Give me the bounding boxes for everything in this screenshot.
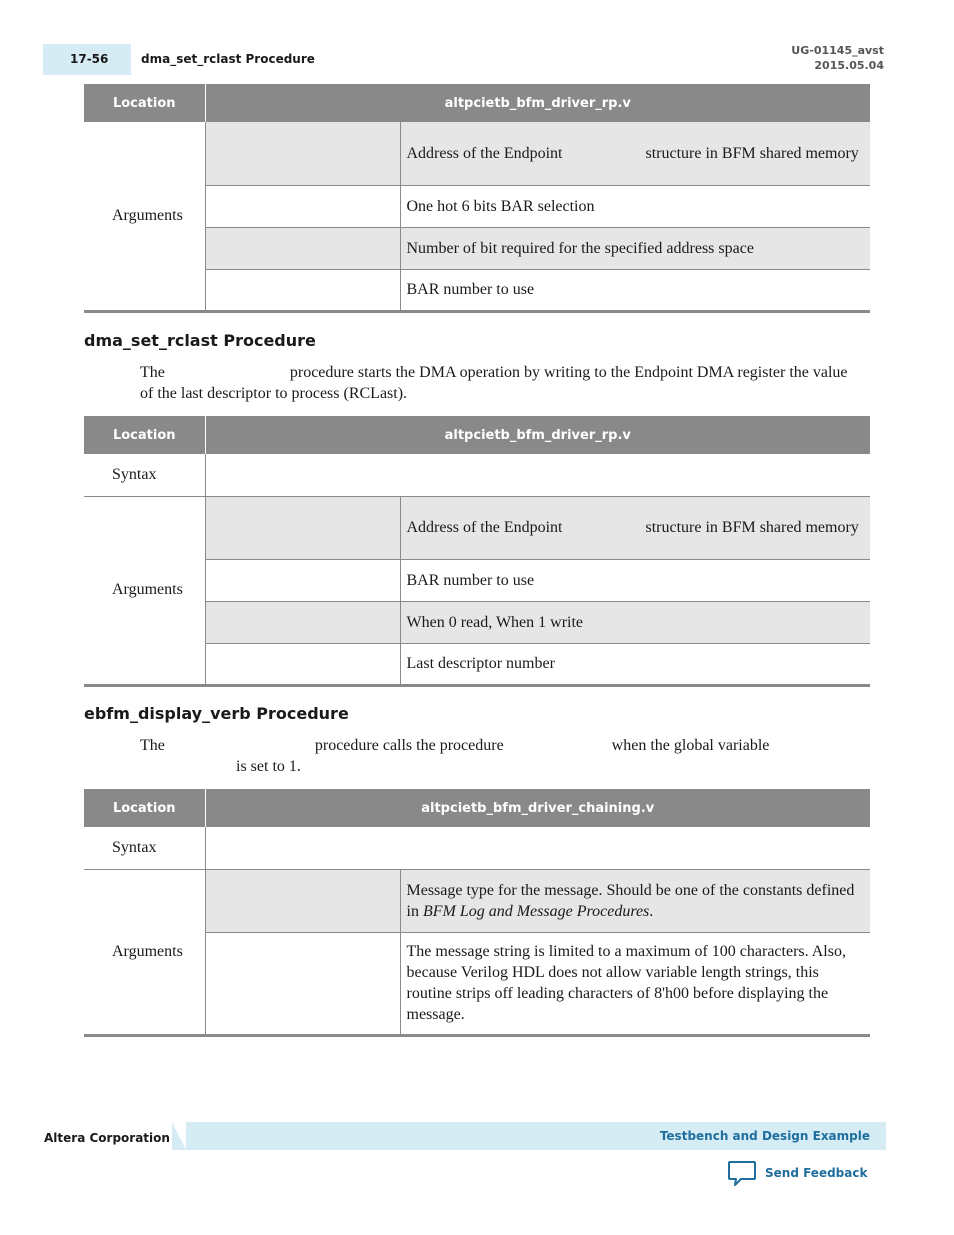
- argument-description: Number of bit required for the specified address space: [400, 227, 870, 269]
- col-location-header: Location: [84, 789, 205, 827]
- argument-name: [205, 643, 400, 685]
- table-row: [84, 122, 870, 185]
- argument-description: Address of the Endpoint structure in BFM shared memory: [400, 122, 870, 185]
- table-row: [84, 827, 870, 869]
- col-file-header: altpcietb_bfm_driver_chaining.v: [205, 789, 870, 827]
- syntax-label: Syntax: [84, 454, 205, 496]
- col-location-header: Location: [84, 84, 205, 122]
- arguments-label: Arguments: [84, 122, 205, 311]
- argument-name: [205, 932, 400, 1035]
- arguments-label: Arguments: [84, 869, 205, 1035]
- argument-name: [205, 869, 400, 932]
- argument-name: [205, 227, 400, 269]
- send-feedback-button[interactable]: [727, 1159, 867, 1187]
- syntax-label: Syntax: [84, 827, 205, 869]
- footer-bar-edge: [172, 1122, 186, 1150]
- table-prev-procedure: [84, 84, 870, 313]
- argument-description: One hot 6 bits BAR selection: [400, 185, 870, 227]
- argument-name: [205, 496, 400, 559]
- col-file-header: altpcietb_bfm_driver_rp.v: [205, 84, 870, 122]
- table-ebfm-display-verb: [84, 789, 870, 1037]
- section-heading: dma_set_rclast Procedure: [84, 331, 316, 350]
- syntax-value: [205, 827, 870, 869]
- doc-date: 2015.05.04: [814, 59, 884, 72]
- section-paragraph: The procedure calls the procedure when the global variable is set to 1.: [140, 737, 770, 775]
- argument-name: [205, 122, 400, 185]
- table-dma-set-rclast: [84, 416, 870, 687]
- arguments-label: Arguments: [84, 496, 205, 685]
- doc-id-code: UG-01145_avst: [791, 44, 884, 57]
- col-location-header: Location: [84, 416, 205, 454]
- section-heading: ebfm_display_verb Procedure: [84, 704, 349, 723]
- col-file-header: altpcietb_bfm_driver_rp.v: [205, 416, 870, 454]
- chapter-link[interactable]: Testbench and Design Example: [659, 1129, 870, 1143]
- table-row: [84, 496, 870, 559]
- argument-name: [205, 601, 400, 643]
- send-feedback-label: Send Feedback: [765, 1166, 868, 1180]
- speech-bubble-icon: [727, 1160, 757, 1187]
- table-row: [84, 454, 870, 496]
- argument-description: The message string is limited to a maximum of 100 characters. Also, because Verilog HDL does not allow variable length strings, this routine strips off leading characters of 8'h00 before displaying the message.: [400, 932, 870, 1035]
- cross-reference-link[interactable]: BFM Log and Message Procedures: [422, 902, 650, 920]
- argument-name: [205, 269, 400, 311]
- table-row: [84, 869, 870, 932]
- running-header-title: dma_set_rclast Procedure: [141, 52, 315, 66]
- page-number-tab-edge: [108, 44, 132, 75]
- argument-name: [205, 185, 400, 227]
- argument-description: BAR number to use: [400, 559, 870, 601]
- argument-description: Message type for the message. Should be one of the constants defined in BFM Log and Message Procedures.: [400, 869, 870, 932]
- argument-name: [205, 559, 400, 601]
- document-id: [791, 43, 884, 73]
- company-name: Altera Corporation: [44, 1131, 170, 1145]
- argument-description: Address of the Endpoint structure in BFM shared memory: [400, 496, 870, 559]
- argument-description: BAR number to use: [400, 269, 870, 311]
- argument-description: When 0 read, When 1 write: [400, 601, 870, 643]
- page-number: 17-56: [70, 52, 109, 66]
- section-paragraph: The procedure starts the DMA operation by writing to the Endpoint DMA register the value of the last descriptor to process (RCLast).: [140, 364, 848, 402]
- argument-description: Last descriptor number: [400, 643, 870, 685]
- syntax-value: [205, 454, 870, 496]
